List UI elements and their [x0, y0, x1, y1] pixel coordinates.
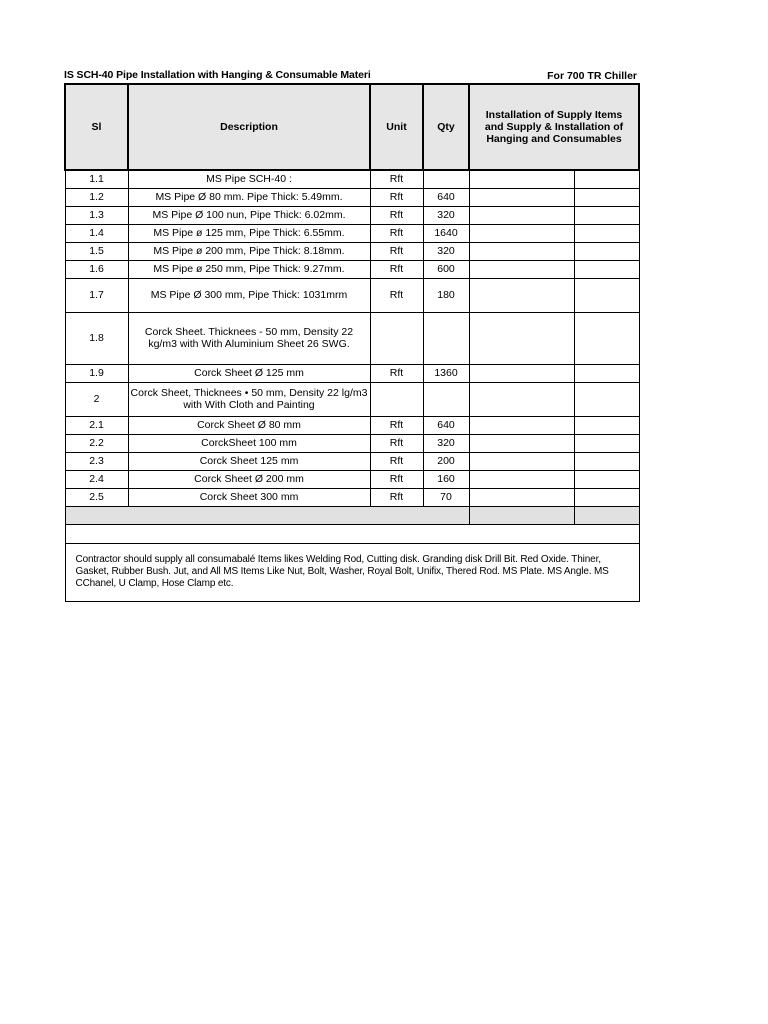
cell-installation-rate: [469, 242, 574, 260]
cell-installation-amount: [574, 452, 639, 470]
cell-installation-amount: [574, 416, 639, 434]
cell-unit: Rft: [370, 364, 423, 382]
table-row: [65, 312, 639, 364]
cell-qty: [423, 382, 469, 416]
cell-installation-rate: [469, 452, 574, 470]
cell-description: MS Pipe SCH-40 :: [128, 170, 370, 188]
cell-installation-rate: [469, 470, 574, 488]
cell-unit: Rft: [370, 434, 423, 452]
cell-sl: 1.9: [65, 364, 128, 382]
cell-description: Corck Sheet Ø 200 mm: [128, 470, 370, 488]
cell-description: Corck Sheet. Thicknees - 50 mm, Density 22 kg/m3 with With Aluminium Sheet 26 SWG.: [128, 312, 370, 364]
cell-installation-rate: [469, 278, 574, 312]
cell-installation-amount: [574, 170, 639, 188]
col-header-unit: Unit: [370, 84, 423, 170]
cell-qty: [423, 170, 469, 188]
cell-description: CorckSheet 100 mm: [128, 434, 370, 452]
cell-installation-amount: [574, 382, 639, 416]
cell-installation-rate: [469, 382, 574, 416]
total-installation-rate: [469, 506, 574, 524]
cell-description: Corck Sheet Ø 80 mm: [128, 416, 370, 434]
table-row: [65, 170, 639, 188]
cell-unit: Rft: [370, 416, 423, 434]
cell-unit: Rft: [370, 206, 423, 224]
total-installation-amount: [574, 506, 639, 524]
cell-qty: 320: [423, 434, 469, 452]
blank-cell: [65, 524, 639, 543]
table-row: [65, 188, 639, 206]
bill-of-quantities-table: [64, 83, 640, 602]
cell-installation-amount: [574, 242, 639, 260]
cell-qty: 180: [423, 278, 469, 312]
cell-qty: 1360: [423, 364, 469, 382]
cell-installation-rate: [469, 170, 574, 188]
header-row: [65, 84, 639, 170]
cell-installation-amount: [574, 206, 639, 224]
cell-description: MS Pipe Ø 80 mm. Pipe Thick: 5.49mm.: [128, 188, 370, 206]
table-row: [65, 224, 639, 242]
cell-unit: [370, 312, 423, 364]
cell-unit: Rft: [370, 242, 423, 260]
table-row: [65, 452, 639, 470]
cell-unit: Rft: [370, 488, 423, 506]
sheet-title: IS SCH-40 Pipe Installation with Hanging & Consumable Materi: [64, 69, 371, 81]
cell-qty: 600: [423, 260, 469, 278]
note-row: [65, 543, 639, 601]
cell-description: Corck Sheet 300 mm: [128, 488, 370, 506]
table-row: [65, 260, 639, 278]
cell-installation-rate: [469, 224, 574, 242]
cell-unit: Rft: [370, 224, 423, 242]
cell-installation-rate: [469, 260, 574, 278]
cell-sl: 2.3: [65, 452, 128, 470]
consumables-note: Contractor should supply all consumabalé Items likes Welding Rod, Cutting disk. Granding disk Drill Bit. Red Oxide. Thiner, Gasket, Rubber Bush. Jut, and All MS Items Like Nut, Bolt, Washer, Royal Bolt, Unifix, Thered Rod. MS Plate. MS Angle. MS CChanel, U Clamp, Hose Clamp etc.: [65, 543, 639, 601]
cell-sl: 2.2: [65, 434, 128, 452]
cell-sl: 1.3: [65, 206, 128, 224]
total-row: [65, 506, 639, 524]
cell-installation-rate: [469, 434, 574, 452]
cell-description: Corck Sheet, Thicknees • 50 mm, Density 22 lg/m3 with With Cloth and Painting: [128, 382, 370, 416]
cell-installation-rate: [469, 206, 574, 224]
cell-installation-amount: [574, 434, 639, 452]
cell-sl: 1.6: [65, 260, 128, 278]
total-label: [65, 506, 469, 524]
col-header-qty: Qty: [423, 84, 469, 170]
cell-sl: 2.5: [65, 488, 128, 506]
cell-qty: 640: [423, 416, 469, 434]
cell-installation-rate: [469, 312, 574, 364]
cell-unit: Rft: [370, 278, 423, 312]
cell-unit: Rft: [370, 170, 423, 188]
cell-installation-amount: [574, 488, 639, 506]
cell-qty: 1640: [423, 224, 469, 242]
cell-sl: 2.1: [65, 416, 128, 434]
cell-description: MS Pipe Ø 300 mm, Pipe Thick: 1031mrm: [128, 278, 370, 312]
cell-unit: Rft: [370, 470, 423, 488]
cell-qty: 200: [423, 452, 469, 470]
cell-description: MS Pipe Ø 100 nun, Pipe Thick: 6.02mm.: [128, 206, 370, 224]
cell-description: MS Pipe ø 250 mm, Pipe Thick: 9.27mm.: [128, 260, 370, 278]
table-row: [65, 470, 639, 488]
table-row: [65, 206, 639, 224]
cell-installation-amount: [574, 188, 639, 206]
table-row: [65, 382, 639, 416]
table-row: [65, 364, 639, 382]
cell-qty: 640: [423, 188, 469, 206]
cell-installation-amount: [574, 260, 639, 278]
cell-unit: [370, 382, 423, 416]
cell-sl: 1.7: [65, 278, 128, 312]
cell-installation-amount: [574, 278, 639, 312]
cell-sl: 1.2: [65, 188, 128, 206]
col-header-description: Description: [128, 84, 370, 170]
cell-sl: 1.4: [65, 224, 128, 242]
cell-sl: 2.4: [65, 470, 128, 488]
table-row: [65, 416, 639, 434]
cell-qty: 320: [423, 242, 469, 260]
cell-qty: 70: [423, 488, 469, 506]
cell-installation-rate: [469, 188, 574, 206]
cell-unit: Rft: [370, 452, 423, 470]
cell-installation-amount: [574, 224, 639, 242]
cell-unit: Rft: [370, 188, 423, 206]
cell-qty: [423, 312, 469, 364]
cell-qty: 160: [423, 470, 469, 488]
cell-installation-rate: [469, 416, 574, 434]
cell-description: MS Pipe ø 125 mm, Pipe Thick: 6.55mm.: [128, 224, 370, 242]
cell-description: Corck Sheet Ø 125 mm: [128, 364, 370, 382]
col-header-sl: Sl: [65, 84, 128, 170]
cell-sl: 2: [65, 382, 128, 416]
table-row: [65, 434, 639, 452]
cell-installation-rate: [469, 364, 574, 382]
cell-sl: 1.1: [65, 170, 128, 188]
cell-qty: 320: [423, 206, 469, 224]
cell-sl: 1.8: [65, 312, 128, 364]
cell-installation-amount: [574, 364, 639, 382]
blank-row: [65, 524, 639, 543]
chiller-label: For 700 TR Chiller: [547, 70, 637, 82]
cell-unit: Rft: [370, 260, 423, 278]
cell-sl: 1.5: [65, 242, 128, 260]
cell-installation-amount: [574, 470, 639, 488]
table-row: [65, 488, 639, 506]
table-row: [65, 278, 639, 312]
cell-installation-rate: [469, 488, 574, 506]
cell-installation-amount: [574, 312, 639, 364]
table-row: [65, 242, 639, 260]
col-header-installation: Installation of Supply Items and Supply & Installation of Hanging and Consumables: [469, 84, 639, 170]
cell-description: MS Pipe ø 200 mm, Pipe Thick: 8.18mm.: [128, 242, 370, 260]
cell-description: Corck Sheet 125 mm: [128, 452, 370, 470]
